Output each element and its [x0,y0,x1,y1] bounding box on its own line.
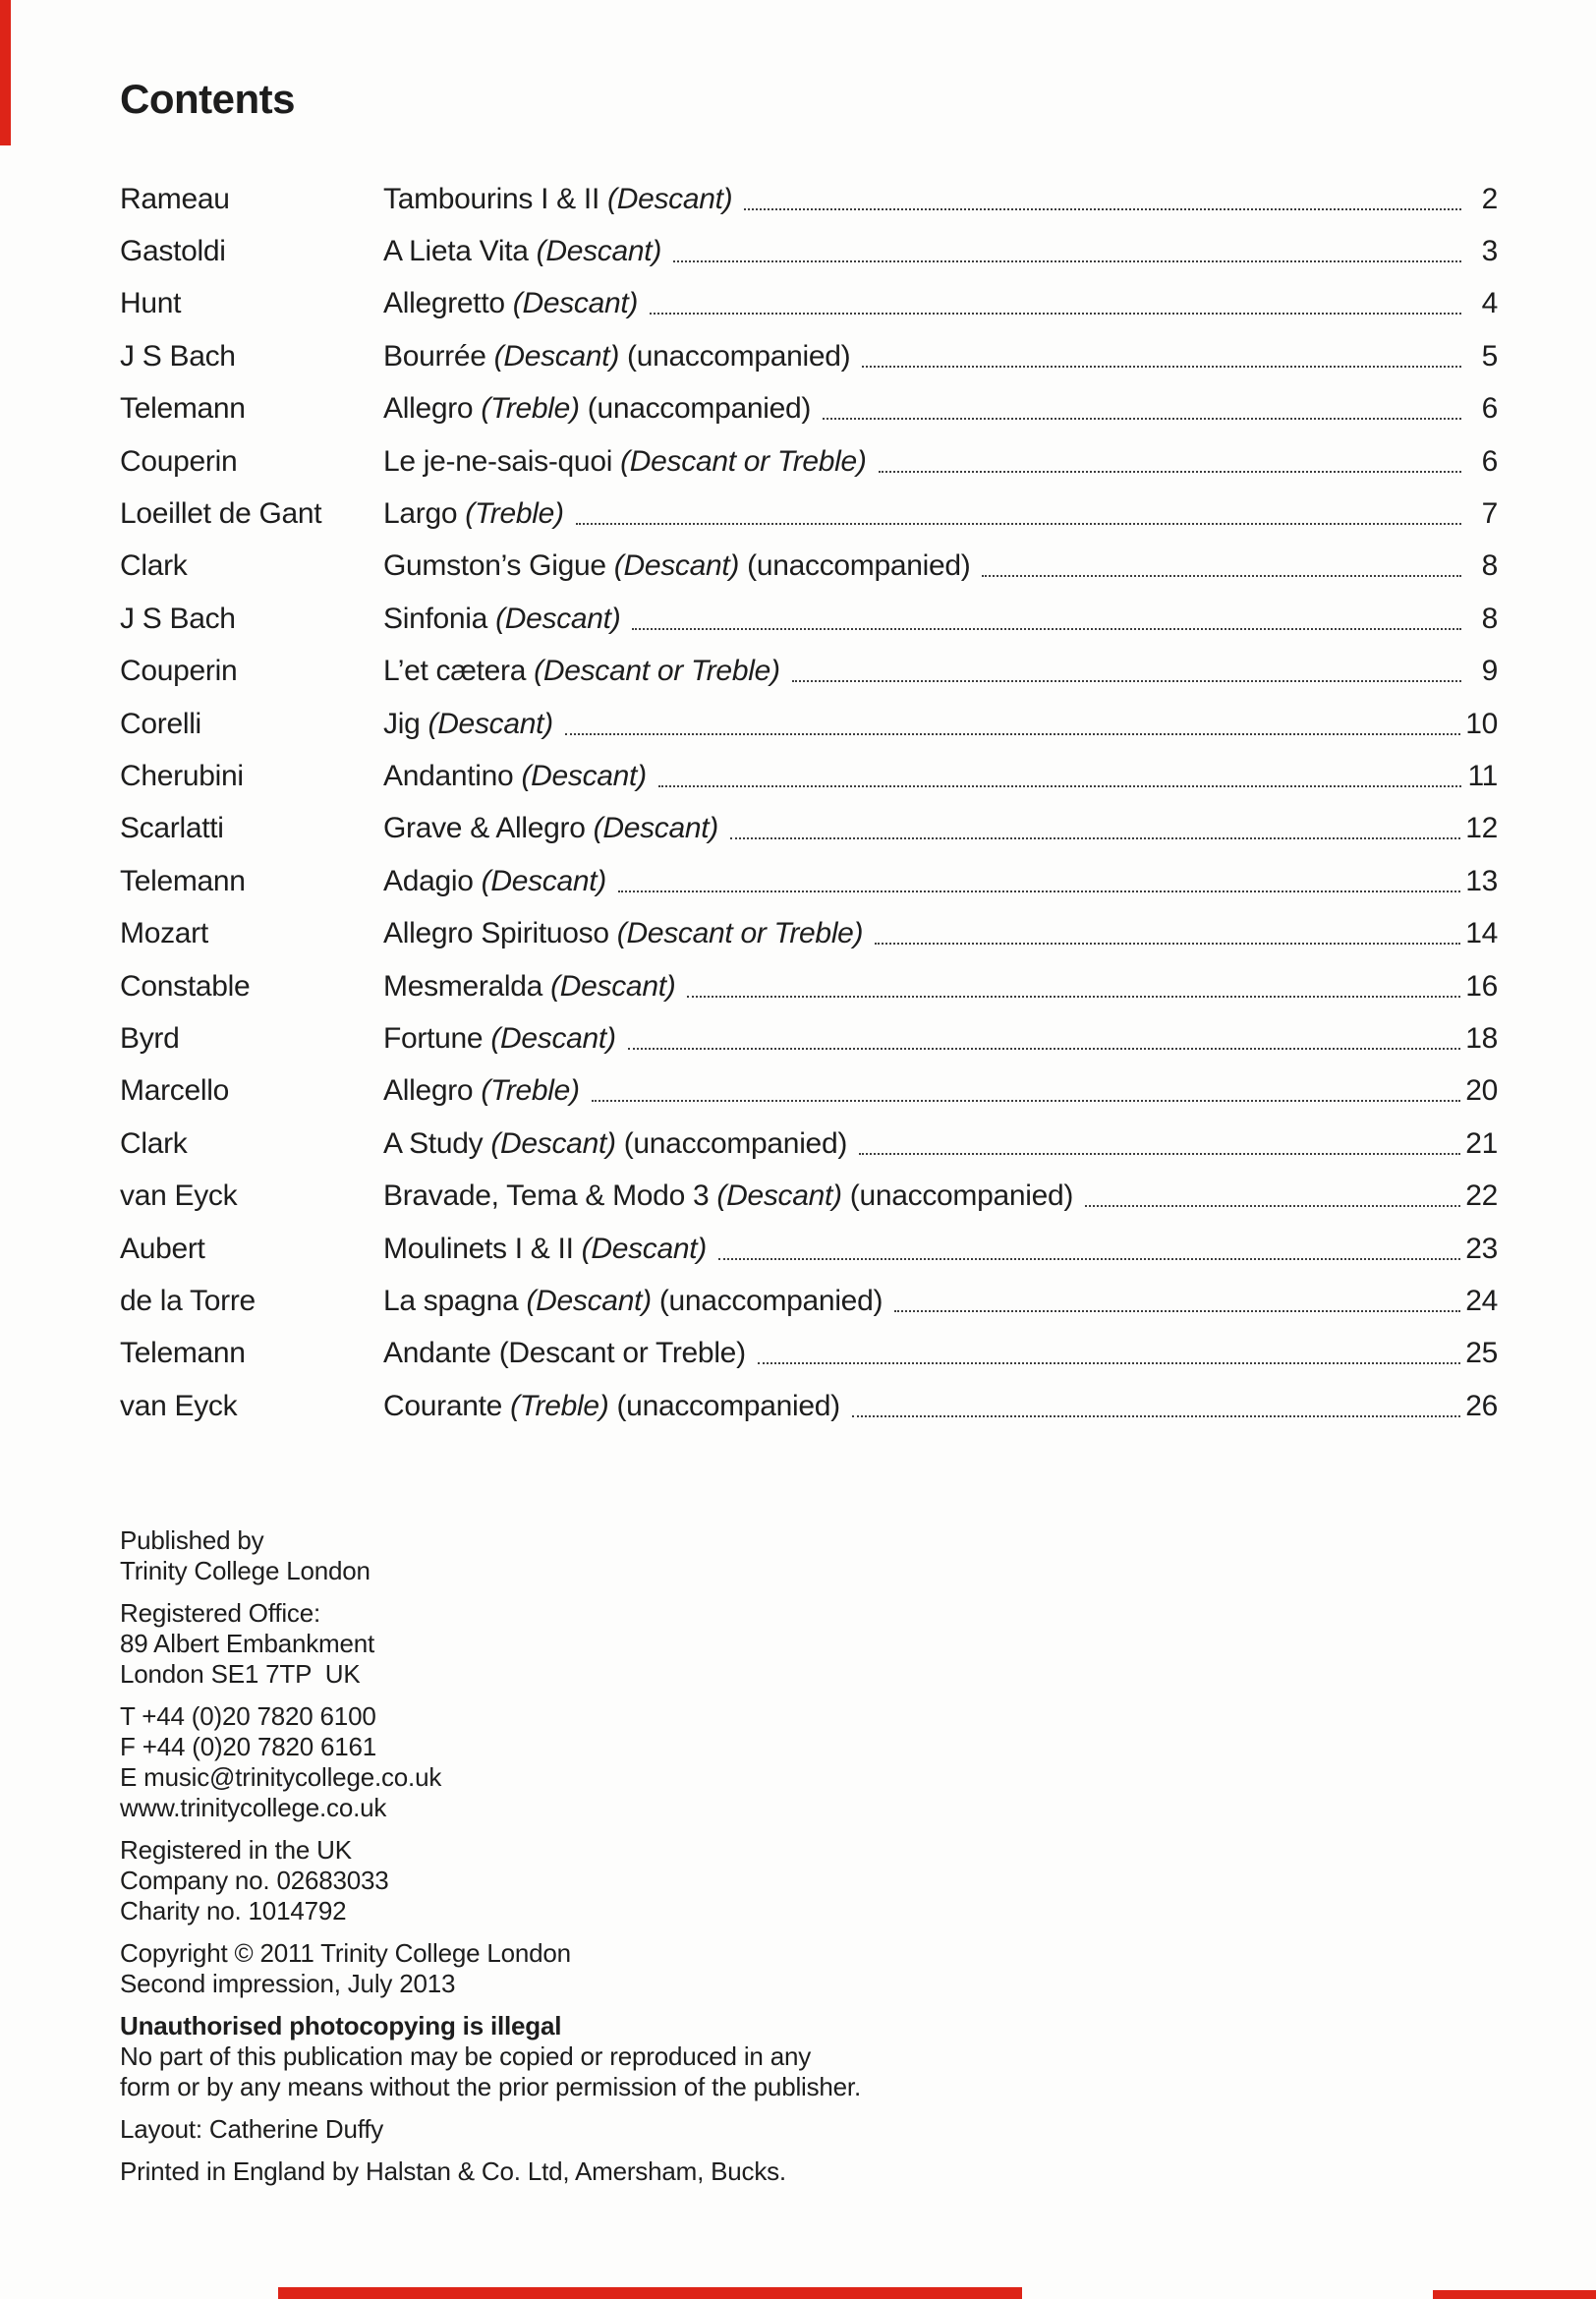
toc-title-segment: Andante (Descant or Treble) [383,1337,746,1370]
toc-entry [120,173,1498,225]
toc-title [383,760,647,793]
toc-title-segment: (Treble) [465,497,564,531]
toc-page-number: 16 [1465,969,1498,1003]
toc-entry [120,1118,1498,1170]
toc-composer: van Eyck [120,1179,238,1213]
toc-entry [120,1065,1498,1118]
toc-title-segment: Largo [383,497,466,531]
toc-title [383,1127,847,1161]
publisher-group [120,1525,861,1586]
toc-title-segment: (Descant) [490,1021,616,1055]
toc-title-segment: (Treble) [510,1389,609,1422]
toc-title-segment: (Descant) [550,969,676,1003]
toc-title-segment: (Descant) [512,287,639,320]
scan-artifact-bottom [278,2287,1022,2299]
toc-composer: Cherubini [120,759,244,792]
toc-title [383,235,661,268]
toc-title [383,970,675,1004]
page-title: Contents [120,76,295,122]
toc-title [383,183,732,216]
toc-composer: Gastoldi [120,235,226,268]
toc-title-segment: (Descant or Treble) [620,444,867,478]
footer-line: Printed in England by Halstan & Co. Ltd, Amersham, Bucks. [120,2156,786,2186]
toc-title-segment: (Descant) [495,602,621,635]
dotted-leader [618,891,1460,892]
dotted-leader [592,1100,1461,1102]
toc-page-number: 6 [1481,444,1498,478]
toc-title-segment: Allegro Spirituoso [383,917,617,950]
toc-title [383,1179,1073,1213]
dotted-leader [823,418,1461,420]
toc-title-segment: Jig [383,707,428,740]
toc-title-segment: (Descant) [490,1126,616,1160]
toc-entry [120,435,1498,488]
toc-entry [120,278,1498,330]
toc-title-segment: (Descant) [581,1232,707,1265]
toc-composer: Loeillet de Gant [120,497,322,531]
toc-composer: J S Bach [120,602,236,635]
dotted-leader [628,1048,1461,1050]
toc-composer: Scarlatti [120,812,224,845]
toc-title-segment: (Descant) [607,182,733,215]
dotted-leader [758,1362,1460,1364]
scan-artifact-bottom-right [1433,2290,1596,2299]
footer-line: Published by [120,1525,264,1555]
toc-title-segment: Andantino [383,759,522,792]
footer-line: F +44 (0)20 7820 6161 [120,1732,377,1761]
toc-entry [120,1223,1498,1275]
toc-title-segment: (Descant) [593,812,718,845]
toc-page-number: 6 [1481,392,1498,426]
toc-entry [120,330,1498,382]
toc-title-segment: (Descant) [526,1284,652,1317]
toc-list [120,173,1498,1432]
dotted-leader [982,575,1461,577]
toc-entry [120,1170,1498,1222]
toc-page-number: 5 [1481,339,1498,373]
toc-page-number: 22 [1465,1179,1498,1213]
publisher-group [120,1701,861,1823]
toc-title-segment: (unaccompanied) [579,392,812,426]
toc-title-segment: (Descant or Treble) [616,917,864,950]
toc-composer: Corelli [120,707,201,740]
toc-title [383,1390,840,1423]
toc-page-number: 25 [1465,1337,1498,1370]
footer-line: Registered in the UK [120,1835,352,1865]
toc-composer: Clark [120,549,188,583]
toc-entry [120,1275,1498,1327]
toc-title-segment: (unaccompanied) [739,549,971,583]
dotted-leader [687,996,1460,998]
toc-composer: Telemann [120,392,246,426]
toc-page-number: 12 [1465,812,1498,845]
footer-line: Charity no. 1014792 [120,1896,347,1925]
toc-title-segment: Bravade, Tema & Modo 3 [383,1179,717,1213]
toc-title-segment: (Descant) [428,707,553,740]
toc-title-segment: Moulinets I & II [383,1232,582,1265]
toc-entry [120,750,1498,802]
toc-title-segment: Courante [383,1389,511,1422]
toc-composer: Telemann [120,1337,246,1370]
toc-title-segment: (Descant) [481,864,606,897]
toc-composer: Mozart [120,917,208,950]
toc-page-number: 11 [1467,759,1498,792]
toc-title [383,865,606,898]
toc-page-number: 8 [1481,602,1498,635]
toc-composer: J S Bach [120,339,236,373]
toc-page-number: 13 [1465,864,1498,897]
toc-title [383,1022,616,1056]
toc-composer: Couperin [120,444,238,478]
footer-line: www.trinitycollege.co.uk [120,1793,387,1822]
toc-title [383,497,564,531]
toc-title-segment: La spagna [383,1284,527,1317]
footer-line: 89 Albert Embankment [120,1629,375,1658]
dotted-leader [718,1258,1460,1260]
toc-title [383,445,867,479]
toc-page-number: 3 [1481,235,1498,268]
toc-page-number: 23 [1465,1232,1498,1265]
toc-title-segment: Adagio [383,864,482,897]
dotted-leader [894,1310,1460,1312]
toc-composer: Marcello [120,1074,229,1108]
footer-line: Second impression, July 2013 [120,1969,456,1998]
publisher-group [120,1835,861,1926]
toc-entry [120,593,1498,645]
dotted-leader [875,943,1460,945]
dotted-leader [673,260,1461,262]
toc-title-segment: (unaccompanied) [615,1126,848,1160]
toc-page-number: 10 [1465,707,1498,740]
dotted-leader [730,837,1460,839]
footer-line: Registered Office: [120,1598,321,1628]
footer-line: Layout: Catherine Duffy [120,2114,384,2144]
footer-line: Company no. 02683033 [120,1866,389,1895]
toc-entry [120,488,1498,540]
footer-line: No part of this publication may be copied or reproduced in any [120,2041,812,2071]
toc-page-number: 9 [1481,655,1498,688]
toc-title-segment: Gumston’s Gigue [383,549,614,583]
toc-title [383,1285,883,1318]
toc-title [383,549,970,583]
dotted-leader [632,628,1461,630]
footer-line: Copyright © 2011 Trinity College London [120,1938,571,1968]
toc-title-segment: (Descant) [493,339,620,373]
publisher-group [120,2011,861,2102]
toc-page-number: 14 [1465,917,1498,950]
toc-page-number: 2 [1481,182,1498,215]
toc-title-segment: Bourrée [383,339,494,373]
toc-title-segment: Mesmeralda [383,969,551,1003]
toc-composer: de la Torre [120,1284,256,1317]
toc-title-segment: Grave & Allegro [383,812,594,845]
toc-title [383,340,850,374]
toc-title-segment: Allegro [383,1074,482,1108]
dotted-leader [658,785,1461,787]
footer-line: form or by any means without the prior permission of the publisher. [120,2072,861,2101]
toc-title [383,1233,707,1266]
toc-entry [120,855,1498,907]
dotted-leader [650,313,1461,315]
footer-line: Trinity College London [120,1556,370,1585]
toc-entry [120,646,1498,698]
footer-line: Unauthorised photocopying is illegal [120,2011,562,2040]
toc-title [383,708,553,741]
toc-entry [120,907,1498,959]
toc-title-segment: Allegro [383,392,482,426]
toc-title-segment: (Descant) [536,235,662,268]
toc-entry [120,541,1498,593]
dotted-leader [792,680,1461,682]
toc-page-number: 8 [1481,549,1498,583]
toc-page-number: 20 [1465,1074,1498,1108]
toc-title [383,603,620,636]
toc-title-segment: Allegretto [383,287,513,320]
toc-page-number: 21 [1465,1126,1498,1160]
toc-entry [120,383,1498,435]
dotted-leader [565,733,1460,735]
dotted-leader [859,1153,1460,1155]
toc-composer: Telemann [120,864,246,897]
toc-title-segment: (unaccompanied) [619,339,851,373]
toc-title-segment: Tambourins I & II [383,182,608,215]
toc-title-segment: (Descant) [521,759,647,792]
toc-title-segment: (unaccompanied) [608,1389,840,1422]
publisher-group [120,2156,861,2187]
toc-composer: Rameau [120,182,230,215]
footer-line: E music@trinitycollege.co.uk [120,1762,442,1792]
dotted-leader [1085,1205,1460,1207]
toc-entry [120,1380,1498,1432]
dotted-leader [744,208,1461,210]
toc-title [383,392,811,426]
toc-title-segment: (unaccompanied) [651,1284,884,1317]
toc-title-segment: (Treble) [481,392,580,426]
toc-title [383,1337,746,1370]
toc-composer: Couperin [120,655,238,688]
toc-page-number: 24 [1465,1284,1498,1317]
toc-composer: Byrd [120,1021,180,1055]
toc-composer: Hunt [120,287,182,320]
toc-page-number: 26 [1465,1389,1498,1422]
toc-entry [120,225,1498,277]
toc-title-segment: (unaccompanied) [841,1179,1074,1213]
toc-title-segment: A Study [383,1126,491,1160]
footer-line: T +44 (0)20 7820 6100 [120,1701,376,1731]
toc-title-segment: Sinfonia [383,602,496,635]
toc-composer: Clark [120,1126,188,1160]
scan-artifact-left-edge [0,0,11,145]
toc-title-segment: (Treble) [481,1074,580,1108]
toc-page-number: 18 [1465,1021,1498,1055]
publisher-info [120,1525,861,2199]
toc-entry [120,1328,1498,1380]
toc-title [383,917,863,950]
toc-title-segment: (Descant) [716,1179,842,1213]
toc-title-segment: L’et cætera [383,655,535,688]
toc-title-segment: (Descant or Treble) [534,655,780,688]
footer-line: London SE1 7TP UK [120,1659,361,1689]
toc-page-number: 7 [1481,497,1498,531]
toc-title-segment: A Lieta Vita [383,235,537,268]
dotted-leader [879,471,1461,473]
toc-title [383,812,718,845]
dotted-leader [576,523,1461,525]
toc-title-segment: (Descant) [613,549,740,583]
toc-entry [120,1012,1498,1064]
toc-entry [120,698,1498,750]
toc-entry [120,803,1498,855]
toc-title-segment: Le je-ne-sais-quoi [383,444,621,478]
toc-title [383,1074,580,1108]
toc-title-segment: Fortune [383,1021,491,1055]
publisher-group [120,1598,861,1690]
toc-entry [120,960,1498,1012]
toc-composer: van Eyck [120,1389,238,1422]
dotted-leader [862,366,1461,368]
toc-composer: Constable [120,969,251,1003]
toc-page-number: 4 [1481,287,1498,320]
publisher-group [120,2114,861,2145]
toc-composer: Aubert [120,1232,205,1265]
toc-title [383,655,780,688]
dotted-leader [852,1415,1460,1417]
toc-title [383,287,638,320]
publisher-group [120,1938,861,1999]
